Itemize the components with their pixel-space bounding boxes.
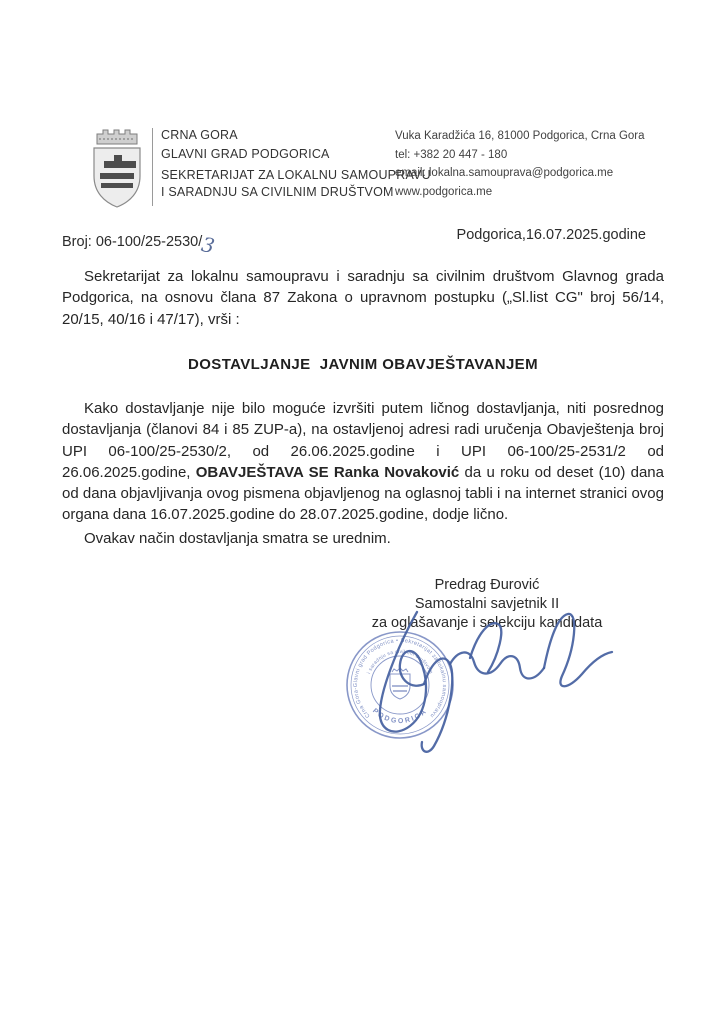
- contact-phone: tel: +382 20 447 - 180: [395, 148, 508, 161]
- org-secretariat-line1: SEKRETARIJAT ZA LOKALNU SAMOUPRAVU: [161, 168, 431, 182]
- stamp-and-signature: [320, 598, 620, 768]
- signatory-department: za oglašavanje i selekciju kandidata: [371, 615, 603, 631]
- reference-number-typed: Broj: 06-100/25-2530/: [62, 234, 203, 250]
- contact-address: Vuka Karadžića 16, 81000 Podgorica, Crna Gora: [395, 130, 645, 142]
- body-text: da u roku od deset (10) dana od dana objavljivanja ovog pismena objavljenog na oglasnoj tabli i na internet stranici ovog organa dana 16.07.2025.godine do 28.07.2025.godine, dodje lično.: [62, 463, 664, 524]
- letterhead-divider: [152, 128, 153, 206]
- place-and-date: Podgorica,16.07.2025.godine: [456, 227, 646, 243]
- document-title: DOSTAVLJANJE JAVNIM OBAVJEŠTAVANJEM: [187, 356, 538, 373]
- stamp-bottom-text: PODGORICA: [371, 707, 429, 726]
- signatory-role: Samostalni savjetnik II: [414, 596, 560, 612]
- reference-number-handwritten: 3: [199, 232, 218, 259]
- contact-email: email: lokalna.samouprava@podgorica.me: [395, 167, 614, 179]
- reference-number: [62, 227, 218, 259]
- podgorica-coat-of-arms-icon: [88, 122, 146, 212]
- stamp-ring-text: Crna Gora-Glavni grad Podgorica • Sekretarijat za lokalnu samoupravu: [352, 637, 448, 719]
- stamp-inner-ring-text: i saradnju sa civilnim društvom: [366, 649, 434, 675]
- closing-paragraph: Ovakav način dostavljanja smatra se urednim.: [84, 530, 391, 547]
- contact-block: [395, 127, 645, 201]
- signatory-name: Predrag Đurović: [434, 577, 540, 593]
- emphasized-text: OBAVJEŠTAVA SE Ranka Novaković: [195, 463, 460, 481]
- org-secretariat-line2: I SARADNJU SA CIVILNIM DRUŠTVOM: [161, 184, 394, 199]
- org-city: GLAVNI GRAD PODGORICA: [161, 147, 330, 161]
- reference-row: [62, 227, 646, 259]
- intro-paragraph: Sekretarijat za lokalnu samoupravu i saradnju sa civilnim društvom Glavnog grada Podgorica, na osnovu člana 87 Zakona o upravnom postupku („Sl.list CG" broj 56/14, 20/15, 40/16 i 47/17), vrši :: [62, 268, 664, 328]
- signature-scribble-icon: [380, 612, 612, 752]
- body-text: Kako dostavljanje nije bilo moguće izvršiti putem ličnog dostavljanja, niti posrednog dostavljanja (članovi 84 i 85 ZUP-a), na ostavljenoj adresi radi uručenja Obavještenja broj UPI 06-100/25-2530/2, od 26.06.2025.godine i UPI 06-100/25-2531/2 od 26.06.2025.godine,: [62, 400, 664, 481]
- main-paragraph: [62, 398, 664, 526]
- org-block: [161, 126, 431, 200]
- contact-website: www.podgorica.me: [395, 185, 493, 198]
- org-country: CRNA GORA: [161, 128, 238, 142]
